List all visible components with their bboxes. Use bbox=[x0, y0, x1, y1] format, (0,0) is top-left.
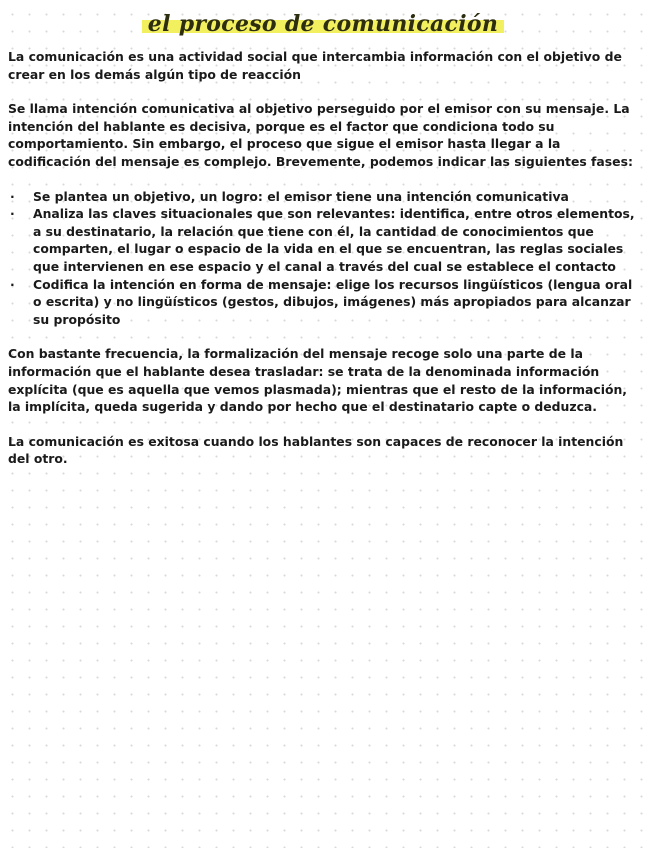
list-item bbox=[8, 276, 638, 329]
phases-list bbox=[8, 188, 638, 329]
bullet-icon: · bbox=[10, 276, 15, 292]
paragraph-conclusion: La comunicación es exitosa cuando los hablantes son capaces de reconocer la intención del otro. bbox=[8, 433, 624, 467]
page-title bbox=[8, 10, 638, 38]
list-item bbox=[8, 188, 638, 206]
page-content bbox=[8, 10, 638, 485]
bullet-icon: · bbox=[10, 188, 15, 204]
list-item-text: Analiza las claves situacionales que son relevantes: identifica, entre otros elementos, a su destinatario, la relación que tiene con él, la cantidad de conocimientos que comparten, el lugar o espacio de la vida en el que se encuentran, las reglas sociales que intervienen en ese espacio y el canal a través del cual se establece el contacto bbox=[33, 206, 635, 274]
bullet-icon: · bbox=[10, 206, 15, 222]
title-highlight: el proceso de comunicación bbox=[142, 11, 504, 37]
paragraph-intention: Se llama intención comunicativa al objetivo perseguido por el emisor con su mensaje. La intención del hablante es decisiva, porque es el factor que condiciona todo su comportamiento. Sin embargo, el proceso que sigue el emisor hasta llegar a la codificación del mensaje es complejo. Brevemente, podemos indicar las siguientes fases: bbox=[8, 101, 633, 169]
paragraph-formalization: Con bastante frecuencia, la formalización del mensaje recoge solo una parte de la información que el hablante desea trasladar: se trata de la denominada información explícita (que es aquella que vemos plasmada); mientras que el resto de la información, la implícita, queda sugerida y dando por hecho que el destinatario capte o deduzca. bbox=[8, 346, 627, 415]
list-item bbox=[8, 205, 638, 275]
paragraph-intro: La comunicación es una actividad social que intercambia información con el objetivo de crear en los demás algún tipo de reacción bbox=[8, 49, 622, 82]
list-item-text: Se plantea un objetivo, un logro: el emisor tiene una intención comunicativa bbox=[33, 188, 569, 204]
list-item-text: Codifica la intención en forma de mensaje: elige los recursos lingüísticos (lengua oral o escrita) y no lingüísticos (gestos, dibujos, imágenes) más apropiados para alcanzar su propósito bbox=[33, 276, 633, 327]
